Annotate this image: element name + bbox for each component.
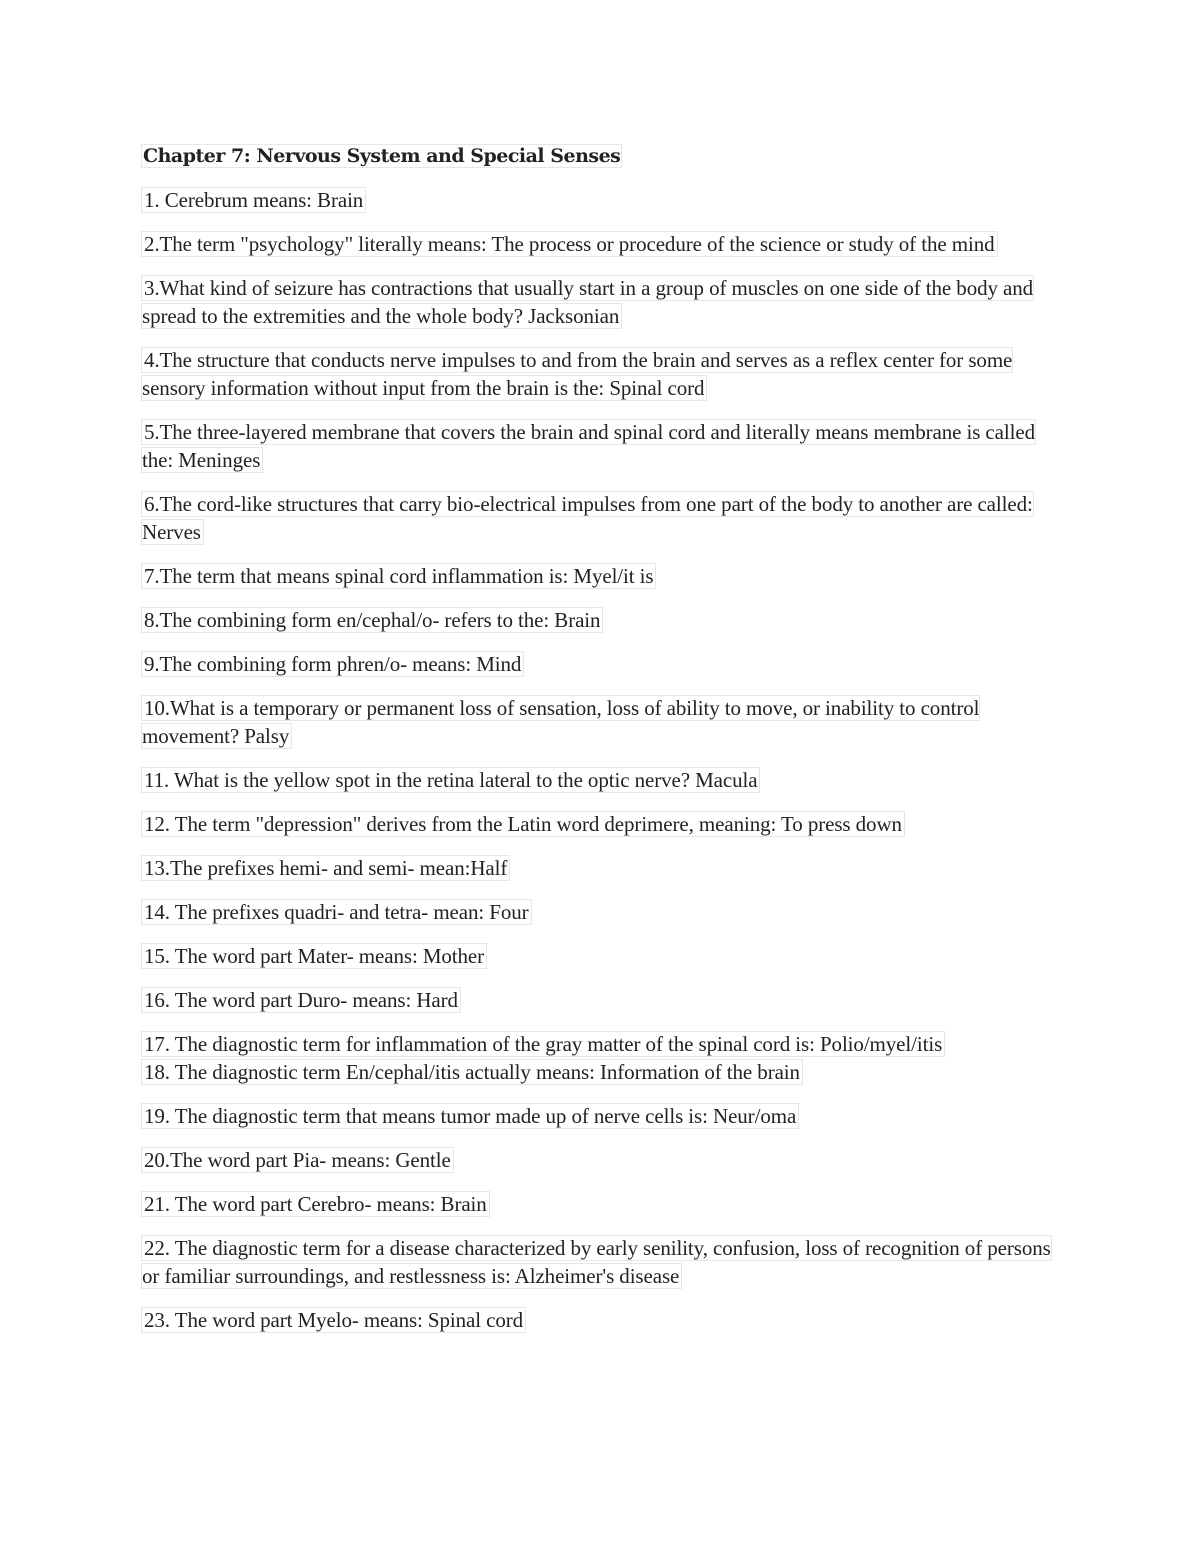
question-text: 12. The term "depression" derives from the Latin word deprimere, meaning: To press down [144, 812, 902, 836]
question-item [142, 490, 1062, 546]
question-text: 20.The word part Pia- means: Gentle [144, 1148, 451, 1172]
question-item [142, 562, 1062, 590]
question-text: 16. The word part Duro- means: Hard [144, 988, 458, 1012]
question-text: 4.The structure that conducts nerve impulses to and from the brain and serves as a reflex center for some sensory information without input from the brain is the: Spinal cord [142, 348, 1013, 400]
question-item [142, 766, 1062, 794]
question-text: 10.What is a temporary or permanent loss of sensation, loss of ability to move, or inability to control movement? Palsy [142, 696, 980, 748]
question-text: 18. The diagnostic term En/cephal/itis actually means: Information of the brain [144, 1060, 800, 1084]
document-title: Chapter 7: Nervous System and Special Senses [143, 145, 621, 167]
question-text: 2.The term "psychology" literally means: The process or procedure of the science or study of the mind [144, 232, 995, 256]
question-text: 14. The prefixes quadri- and tetra- mean: Four [144, 900, 529, 924]
question-text: 9.The combining form phren/o- means: Mind [144, 652, 522, 676]
question-text: 5.The three-layered membrane that covers the brain and spinal cord and literally means membrane is called the: Meninges [142, 420, 1035, 472]
question-item [142, 1146, 1062, 1174]
question-item [142, 418, 1062, 474]
question-text: 11. What is the yellow spot in the retina lateral to the optic nerve? Macula [144, 768, 758, 792]
question-text: 23. The word part Myelo- means: Spinal cord [144, 1308, 524, 1332]
question-item [142, 694, 1062, 750]
question-text: 22. The diagnostic term for a disease characterized by early senility, confusion, loss of recognition of persons or familiar surroundings, and restlessness is: Alzheimer's disease [142, 1236, 1051, 1288]
question-item [142, 810, 1062, 838]
question-item [142, 274, 1062, 330]
question-item [142, 898, 1062, 926]
question-item [142, 1234, 1062, 1290]
question-text: 17. The diagnostic term for inflammation of the gray matter of the spinal cord is: Polio/myel/itis [144, 1032, 943, 1056]
question-item [142, 1030, 1062, 1058]
question-text: 15. The word part Mater- means: Mother [144, 944, 485, 968]
question-item [142, 606, 1062, 634]
question-item [142, 1190, 1062, 1218]
question-item [142, 230, 1062, 258]
question-text: 7.The term that means spinal cord inflammation is: Myel/it is [144, 564, 654, 588]
question-text: 19. The diagnostic term that means tumor made up of nerve cells is: Neur/oma [144, 1104, 797, 1128]
title-wrap [142, 142, 1062, 170]
question-text: 3.What kind of seizure has contractions that usually start in a group of muscles on one side of the body and spread to the extremities and the whole body? Jacksonian [142, 276, 1034, 328]
question-item [142, 186, 1062, 214]
question-item [142, 1058, 1062, 1086]
question-text: 6.The cord-like structures that carry bio-electrical impulses from one part of the body to another are called: Nerves [142, 492, 1033, 544]
question-item [142, 650, 1062, 678]
question-item [142, 854, 1062, 882]
document-page [142, 142, 1062, 1350]
question-item [142, 346, 1062, 402]
question-text: 1. Cerebrum means: Brain [144, 188, 364, 212]
question-text: 13.The prefixes hemi- and semi- mean:Half [144, 856, 508, 880]
question-item [142, 1102, 1062, 1130]
question-item [142, 942, 1062, 970]
question-item [142, 1306, 1062, 1334]
question-item [142, 986, 1062, 1014]
question-text: 21. The word part Cerebro- means: Brain [144, 1192, 487, 1216]
question-text: 8.The combining form en/cephal/o- refers to the: Brain [144, 608, 601, 632]
